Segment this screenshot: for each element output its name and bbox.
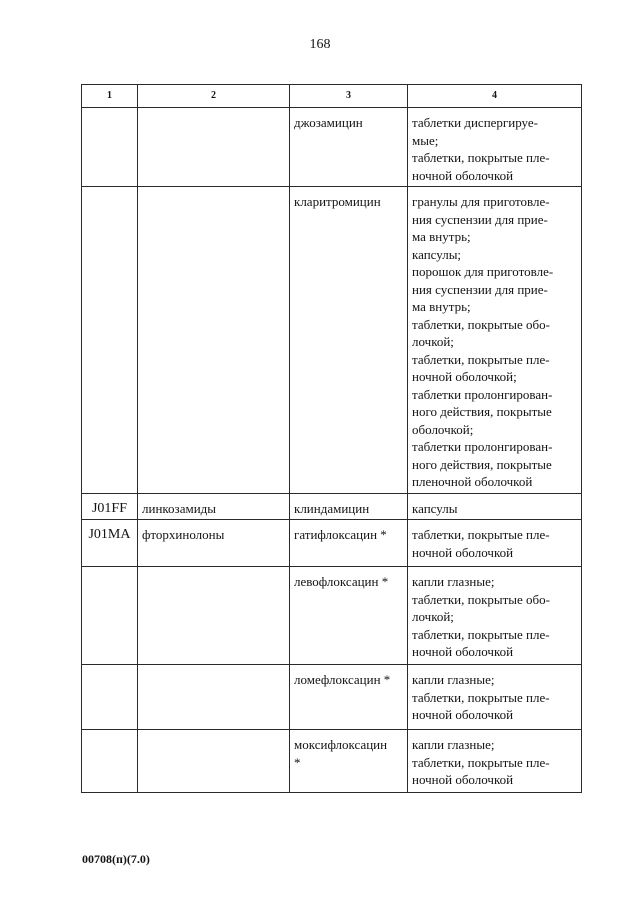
drug-name-text: моксифлоксацин — [294, 737, 388, 752]
dosage-forms-cell — [408, 187, 582, 494]
dosage-form-line: пленочной оболочкой — [412, 474, 533, 489]
drug-name-text: гатифлоксацин * — [294, 527, 387, 542]
table-header-row — [82, 85, 582, 108]
dosage-form-line: ночной оболочкой — [412, 167, 514, 183]
drug-group-cell — [138, 665, 290, 730]
drug-group-cell — [138, 187, 290, 494]
dosage-form-line: ночной оболочкой — [412, 772, 514, 787]
table-row — [82, 665, 582, 730]
dosage-form-line: ночной оболочкой — [412, 644, 514, 659]
dosage-form-line: таблетки, покрытые пле- — [412, 150, 550, 165]
drug-name-text: джозамицин — [294, 115, 363, 130]
dosage-form-line: таблетки, покрытые пле- — [412, 527, 550, 542]
dosage-form-line: ночной оболочкой — [412, 707, 514, 722]
dosage-form-line: таблетки пролонгирован- — [412, 439, 553, 454]
drug-name-cell — [290, 493, 408, 520]
dosage-form-line: ночной оболочкой; — [412, 369, 517, 384]
atc-code-cell: J01MA — [82, 520, 138, 567]
page-number: 168 — [309, 37, 331, 52]
drug-name-cell — [290, 665, 408, 730]
dosage-form-line: капли глазные; — [412, 737, 495, 752]
table-row — [82, 493, 582, 520]
dosage-form-line: таблетки диспергируе- — [412, 115, 538, 130]
dosage-form-line: оболочкой; — [412, 421, 474, 437]
drug-name-cell — [290, 187, 408, 494]
drug-group-cell: линкозамиды — [138, 493, 290, 520]
atc-code-cell — [82, 567, 138, 665]
atc-code-cell — [82, 665, 138, 730]
dosage-form-line: лочкой; — [412, 609, 454, 624]
dosage-form-line: гранулы для приготовле- — [412, 194, 550, 209]
drug-name-text: клиндамицин — [294, 500, 370, 516]
dosage-form-line: капсулы — [412, 500, 458, 516]
dosage-form-line: ма внутрь; — [412, 229, 471, 244]
dosage-form-line: таблетки, покрытые пле- — [412, 351, 550, 367]
table-row — [82, 520, 582, 567]
dosage-form-line: таблетки, покрытые пле- — [412, 626, 550, 642]
dosage-form-line: таблетки, покрытые обо- — [412, 316, 550, 332]
dosage-forms-cell — [408, 567, 582, 665]
dosage-form-line: порошок для приготовле- — [412, 264, 554, 279]
column-header: 1 — [82, 85, 138, 108]
drug-name-asterisk: * — [294, 754, 301, 770]
dosage-form-line: ния суспензии для прие- — [412, 211, 548, 227]
dosage-form-line: капсулы; — [412, 246, 462, 262]
drug-name-text: ломефлоксацин * — [294, 672, 391, 687]
dosage-form-line: ма внутрь; — [412, 299, 471, 314]
drug-group-cell: фторхинолоны — [138, 520, 290, 567]
column-header: 2 — [138, 85, 290, 108]
atc-code-cell: J01FF — [82, 493, 138, 520]
dosage-forms-cell — [408, 493, 582, 520]
atc-code-cell — [82, 187, 138, 494]
dosage-forms-cell — [408, 108, 582, 187]
drug-group-cell — [138, 567, 290, 665]
atc-code-cell — [82, 730, 138, 793]
drug-name-cell — [290, 567, 408, 665]
dosage-form-line: ного действия, покрытые — [412, 404, 552, 419]
dosage-form-line: лочкой; — [412, 334, 454, 349]
column-header: 3 — [290, 85, 408, 108]
drug-name-text: левофлоксацин * — [294, 574, 389, 589]
dosage-forms-cell — [408, 520, 582, 567]
document-footer-code: 00708(п)(7.0) — [82, 852, 150, 866]
drug-name-cell — [290, 108, 408, 187]
table-body — [82, 108, 582, 793]
dosage-forms-cell — [408, 730, 582, 793]
drug-name-cell — [290, 520, 408, 567]
table-row — [82, 187, 582, 494]
table-row — [82, 108, 582, 187]
dosage-form-line: капли глазные; — [412, 672, 495, 687]
column-header: 4 — [408, 85, 582, 108]
dosage-form-line: таблетки, покрытые пле- — [412, 689, 550, 705]
dosage-form-line: таблетки, покрытые обо- — [412, 591, 550, 607]
dosage-form-line: ного действия, покрытые — [412, 456, 552, 472]
atc-code-cell — [82, 108, 138, 187]
table-row — [82, 567, 582, 665]
dosage-forms-cell — [408, 665, 582, 730]
dosage-form-line: ния суспензии для прие- — [412, 281, 548, 297]
dosage-form-line: капли глазные; — [412, 574, 495, 589]
drug-name-cell — [290, 730, 408, 793]
drug-table — [81, 84, 582, 793]
drug-group-cell — [138, 730, 290, 793]
dosage-form-line: ночной оболочкой — [412, 544, 514, 560]
drug-group-cell — [138, 108, 290, 187]
table-row — [82, 730, 582, 793]
drug-name-text: кларитромицин — [294, 194, 381, 209]
dosage-form-line: таблетки пролонгирован- — [412, 386, 553, 402]
dosage-form-line: мые; — [412, 132, 439, 148]
dosage-form-line: таблетки, покрытые пле- — [412, 754, 550, 770]
